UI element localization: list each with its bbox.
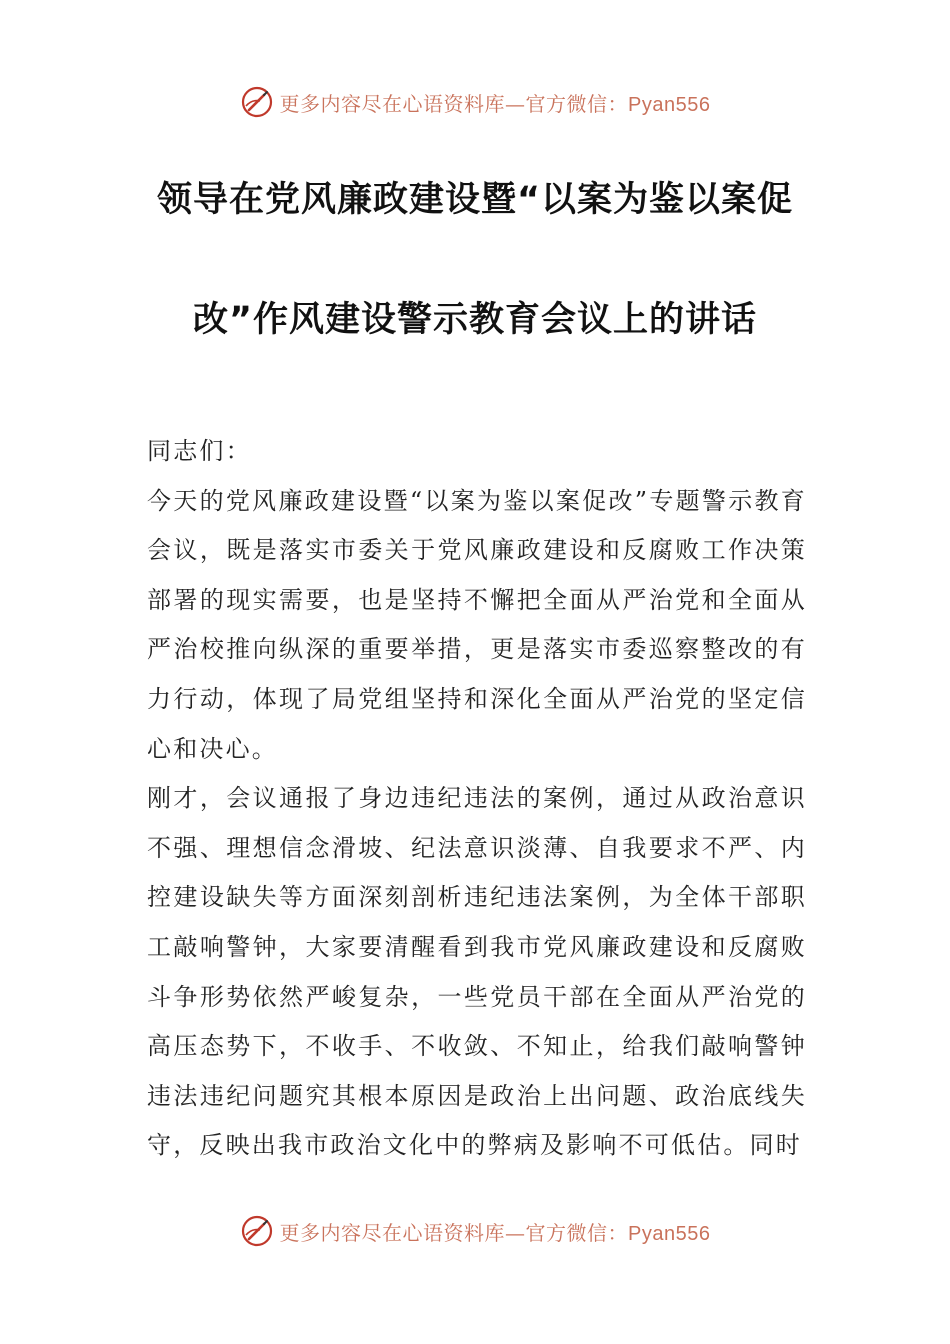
salutation: 同志们： <box>147 437 252 465</box>
banner-text: 更多内容尽在心语资料库—官方微信：Pyan556 <box>279 1220 711 1245</box>
banner-text: 更多内容尽在心语资料库—官方微信：Pyan556 <box>279 91 711 116</box>
speech-body <box>147 427 807 1171</box>
header-watermark-banner <box>0 80 950 124</box>
paragraph: 刚才，会议通报了身边违纪违法的案例，通过从政治意识不强、理想信念滑坡、纪法意识淡薄、自我要求不严、内控建设缺失等方面深刻剖析违纪违法案例，为全体干部职工敲响警钟，大家要清醒看到我市党风廉政建设和反腐败斗争形势依然严峻复杂，一些党员干部在全面从严治党的高压态势下，不收手、不收敛、不知止，给我们敲响警钟违法违纪问题究其根本原因是政治上出问题、政治底线失守，反映出我市政治文化中的弊病及影响不可低估。同时 <box>147 784 807 1160</box>
document-title-line-1: 领导在党风廉政建设暨“以案为鉴以案促 <box>156 180 793 220</box>
document-title-line-2: 改”作风建设警示教育会议上的讲话 <box>192 300 757 340</box>
wechat-handle: Pyan556 <box>628 1222 711 1245</box>
pen-logo-icon <box>240 1214 274 1248</box>
footer-watermark-banner <box>0 1209 950 1253</box>
paragraph: 今天的党风廉政建设暨“以案为鉴以案促改”专题警示教育会议，既是落实市委关于党风廉政建设和反腐败工作决策部署的现实需要，也是坚持不懈把全面从严治党和全面从严治校推向纵深的重要举措，更是落实市委巡察整改的有力行动，体现了局党组坚持和深化全面从严治党的坚定信心和决心。 <box>147 486 807 763</box>
wechat-handle: Pyan556 <box>628 93 711 116</box>
pen-logo-icon <box>240 85 274 119</box>
